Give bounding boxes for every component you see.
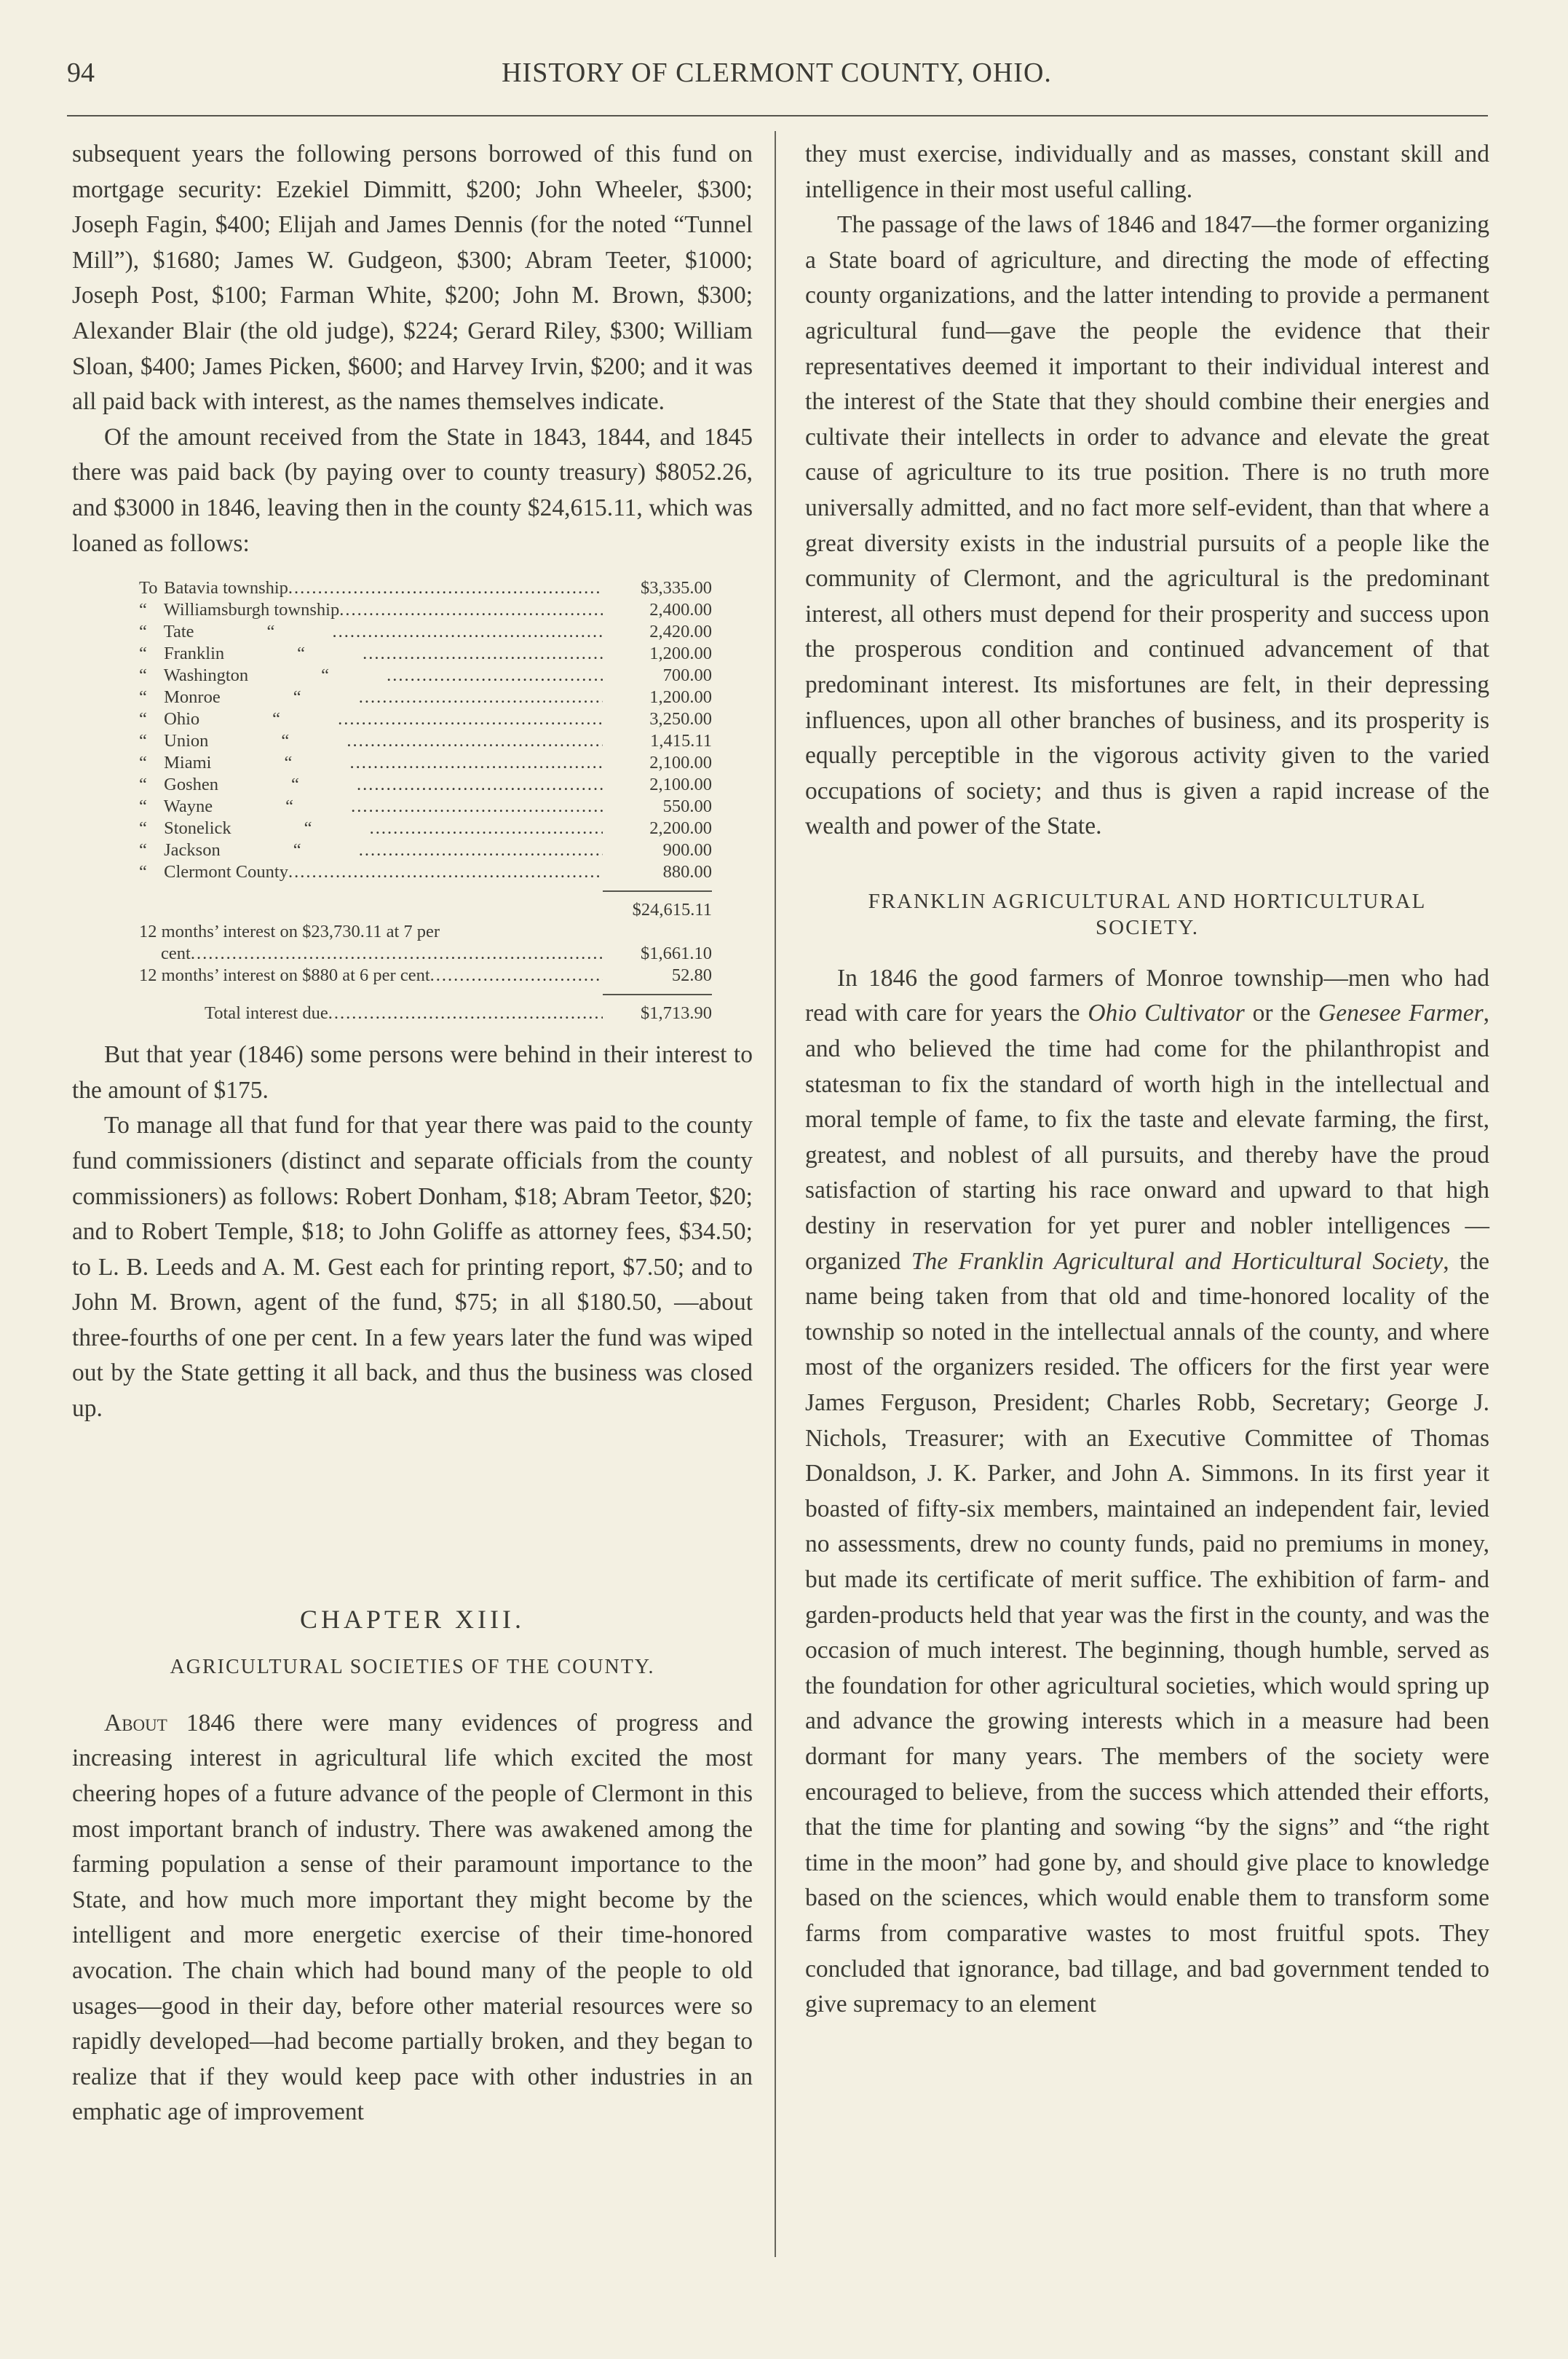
ledger-amount: 2,200.00 [649, 818, 712, 839]
ledger-name: cent [161, 944, 191, 964]
ledger-name: Total interest due [205, 1003, 328, 1024]
ledger-amount: 550.00 [662, 797, 712, 817]
ledger-amount: 2,100.00 [649, 753, 712, 773]
ledger-row [139, 839, 712, 861]
leader-dots [357, 774, 603, 796]
ledger-row [139, 708, 712, 730]
paragraph [72, 1706, 753, 2130]
chapter-title: AGRICULTURAL SOCIETIES OF THE COUNTY. [170, 1656, 655, 1679]
header-rule [67, 115, 1488, 116]
leader-dots [359, 687, 603, 708]
leader-dots [363, 643, 603, 665]
ledger-row [139, 621, 712, 643]
ledger-name: “ Wayne “ [139, 797, 293, 817]
ledger-row [139, 665, 712, 687]
leader-dots [338, 708, 603, 730]
lead-word: About [104, 1709, 167, 1736]
ledger-name: “ Williamsburgh township [139, 600, 340, 620]
leader-dots [288, 861, 603, 883]
ledger-row [139, 687, 712, 708]
paragraph: Of the amount received from the State in 1843, 1844, and 1845 there was paid back (by paying over to county treasury) $8052.26, and $3000 in 1846, leaving then in the county $24,615.11, which was loaned as follows: [72, 423, 753, 557]
ledger-amount: 2,400.00 [649, 600, 712, 620]
paragraph [805, 961, 1489, 2023]
sum-rule [603, 890, 712, 892]
ledger-amount: $1,661.10 [641, 944, 712, 964]
ledger-name: “ Union “ [139, 731, 290, 751]
paragraph: subsequent years the following persons borrowed of this fund on mortgage security: Ezekiel Dimmitt, $200; John Wheeler, $300; Joseph Fagin, $400; Elijah and James Dennis (for the noted “Tunnel Mill”), $1680; James W. Gudgeon, $300; Abram Teeter, $1000; Joseph Post, $100; Farman White, $200; John M. Brown, $300; Alexander Blair (the old judge), $224; Gerard Riley, $300; William Sloan, $400; James Picken, $600; and Harvey Irvin, $200; and it was all paid back with interest, as the names themselves indicate. [72, 141, 753, 416]
ledger-amount: 700.00 [662, 665, 712, 686]
ledger-total: $24,615.11 [632, 900, 712, 920]
ledger-name: To Batavia township [139, 578, 288, 598]
italic-title: The Franklin Agricultural and Horticultural Society [911, 1247, 1444, 1275]
interest-row [139, 943, 712, 965]
leader-dots [328, 1003, 603, 1024]
loan-ledger [72, 577, 753, 1024]
ledger-name: “ Tate “ [139, 622, 275, 642]
text: or the [1244, 1000, 1319, 1027]
ledger-row [139, 774, 712, 796]
leader-dots [370, 818, 603, 839]
ledger-amount: $3,335.00 [641, 578, 712, 598]
leader-dots [191, 943, 603, 965]
paragraph-text: 1846 there were many evidences of progress and increasing interest in agricultural life which excited the most cheering hopes of a future advance of the people of Clermont in this most important branch of industry. There was awakened among the farming population a sense of their paramount importance to the State, and how much more important they might become by the intelligent and more energetic exercise of their time-honored avocation. The chain which had bound many of the people to old usages—good in their day, before other material resources were so rapidly developed—had become partially broken, and they began to realize that if they would keep pace with other industries in an emphatic age of improvement [72, 1709, 753, 2126]
ledger-row [139, 577, 712, 599]
page-number: 94 [67, 58, 95, 88]
sum-rule [603, 994, 712, 995]
ledger-amount: 3,250.00 [649, 709, 712, 730]
ledger-name: “ Goshen “ [139, 775, 299, 795]
total-row [139, 1003, 712, 1024]
chapter-heading: CHAPTER XIII. [300, 1604, 525, 1634]
italic-title: Ohio Cultivator [1088, 1000, 1245, 1027]
ledger-row [139, 796, 712, 818]
interest-row [139, 965, 712, 987]
paragraph: The passage of the laws of 1846 and 1847—the former organizing a State board of agriculture, and directing the mode of effecting county organizations, and the latter intending to provide a permanent agricultural fund—gave the people the evidence that their representatives deemed it important to their individual interest and the interest of the State that they should combine their energies and cultivate their intellects in order to advance and elevate the great cause of agriculture to its true position. There is no truth more universally admitted, and no fact more self-evident, than that where a great diversity exists in the industrial pursuits of a people like the community of Clermont, and the agricultural is the predominant interest, all others must depend for their prosperity and success upon the prosperous condition and continued advancement of that predominant interest. Its misfortunes are felt, in their depressing influences, upon all other branches of business, and its prosperity is equally perceptible in the vigorous activity given to the varied occupations of society; and thus is given a rapid increase of the wealth and power of the State. [805, 211, 1489, 840]
ledger-row [139, 730, 712, 752]
ledger-name: “ Monroe “ [139, 687, 301, 708]
italic-title: Genesee Farmer [1318, 1000, 1484, 1027]
leader-dots [351, 796, 603, 818]
paragraph: But that year (1846) some persons were behind in their interest to the amount of $175. [72, 1041, 753, 1104]
ledger-amount: 1,200.00 [649, 687, 712, 708]
ledger-name: “ Washington “ [139, 665, 329, 686]
leader-dots [288, 577, 603, 599]
ledger-amount: 2,100.00 [649, 775, 712, 795]
ledger-amount: 2,420.00 [649, 622, 712, 642]
leader-dots [359, 839, 603, 861]
paragraph: To manage all that fund for that year there was paid to the county fund commissioners (distinct and separate officials from the county commissioners) as follows: Robert Donham, $18; Abram Teetor, $20; and to Robert Temple, $18; to John Goliffe as attorney fees, $34.50; to L. B. Leeds and A. M. Gest each for printing report, $7.50; and to John M. Brown, agent of the fund, $75; in all $180.50, —about three-fourths of one per cent. In a few years later the fund was wiped out by the State getting it all back, and thus the business was closed up. [72, 1112, 753, 1423]
ledger-amount: 1,415.11 [650, 731, 712, 751]
ledger-row [139, 599, 712, 621]
ledger-row [139, 818, 712, 839]
ledger-name: “ Miami “ [139, 753, 293, 773]
column-divider [775, 131, 776, 2257]
left-column [72, 137, 753, 2130]
ledger-amount: 880.00 [662, 862, 712, 882]
leader-dots [430, 965, 603, 987]
ledger-amount: 900.00 [662, 840, 712, 861]
ledger-name: “ Ohio “ [139, 709, 280, 730]
ledger-amount: 52.80 [671, 965, 712, 986]
page-header [67, 57, 1486, 93]
ledger-name: “ Clermont County [139, 862, 288, 882]
ledger-name: “ Franklin “ [139, 644, 306, 664]
ledger-name: “ Jackson “ [139, 840, 301, 861]
interest-line: 12 months’ interest on $23,730.11 at 7 per [139, 922, 440, 942]
right-column [805, 137, 1489, 2023]
text: , and who believed the time had come for the philanthropist and statesman to fix the standard of worth high in the intellectual and moral temple of fame, to fix the taste and elevate farming, the first, greatest, and noblest of all pursuits, and thereby have the proud satisfaction of starting his race onward and upward to that high destiny in reservation for yet purer and nobler intelligences —organized [805, 1000, 1489, 1275]
text: In 1846 the good farmers of Monroe township—men who had read with care for years the [805, 964, 1489, 1027]
leader-dots [333, 621, 603, 643]
leader-dots [347, 730, 603, 752]
ledger-name: “ Stonelick “ [139, 818, 312, 839]
ledger-amount: 1,200.00 [649, 644, 712, 664]
ledger-name: 12 months’ interest on $880 at 6 per cent [139, 965, 430, 986]
ledger-amount: $1,713.90 [641, 1003, 712, 1024]
leader-dots [349, 752, 603, 774]
leader-dots [387, 665, 603, 687]
leader-dots [339, 599, 603, 621]
running-title: HISTORY OF CLERMONT COUNTY, OHIO. [502, 58, 1052, 88]
ledger-row [139, 752, 712, 774]
section-heading: FRANKLIN AGRICULTURAL AND HORTICULTURAL SOCIETY. [868, 889, 1427, 939]
ledger-row [139, 861, 712, 883]
paragraph: they must exercise, individually and as masses, constant skill and intelligence in their most useful calling. [805, 141, 1489, 203]
ledger-row [139, 643, 712, 665]
text: , the name being taken from that old and time-honored locality of the township so noted in the intellectual annals of the county, and where most of the organizers resided. The officers for the first year were James Ferguson, President; Charles Robb, Secretary; George J. Nichols, Treasurer; with an Executive Committee of Thomas Donaldson, J. K. Parker, and John A. Simmons. In its first year it boasted of fifty-six members, maintained an independent fair, levied no assessments, drew no county funds, paid no premiums in money, but made its certificate of merit suffice. The exhibition of farm- and garden-products held that year was the first in the county, and was the occasion of much interest. The beginning, though humble, served as the foundation for other agricultural societies, which would spring up and advance the growing interests which in a measure had been dormant for many years. The members of the society were encouraged to believe, from the success which attended their efforts, that the time for planting and sowing “by the signs” and “the right time in the moon” had gone by, and should give place to knowledge based on the sciences, which would enable them to transform some farms from comparative wastes to most fruitful spots. They concluded that ignorance, bad tillage, and bad government tended to give supremacy to an element [805, 1247, 1489, 2018]
